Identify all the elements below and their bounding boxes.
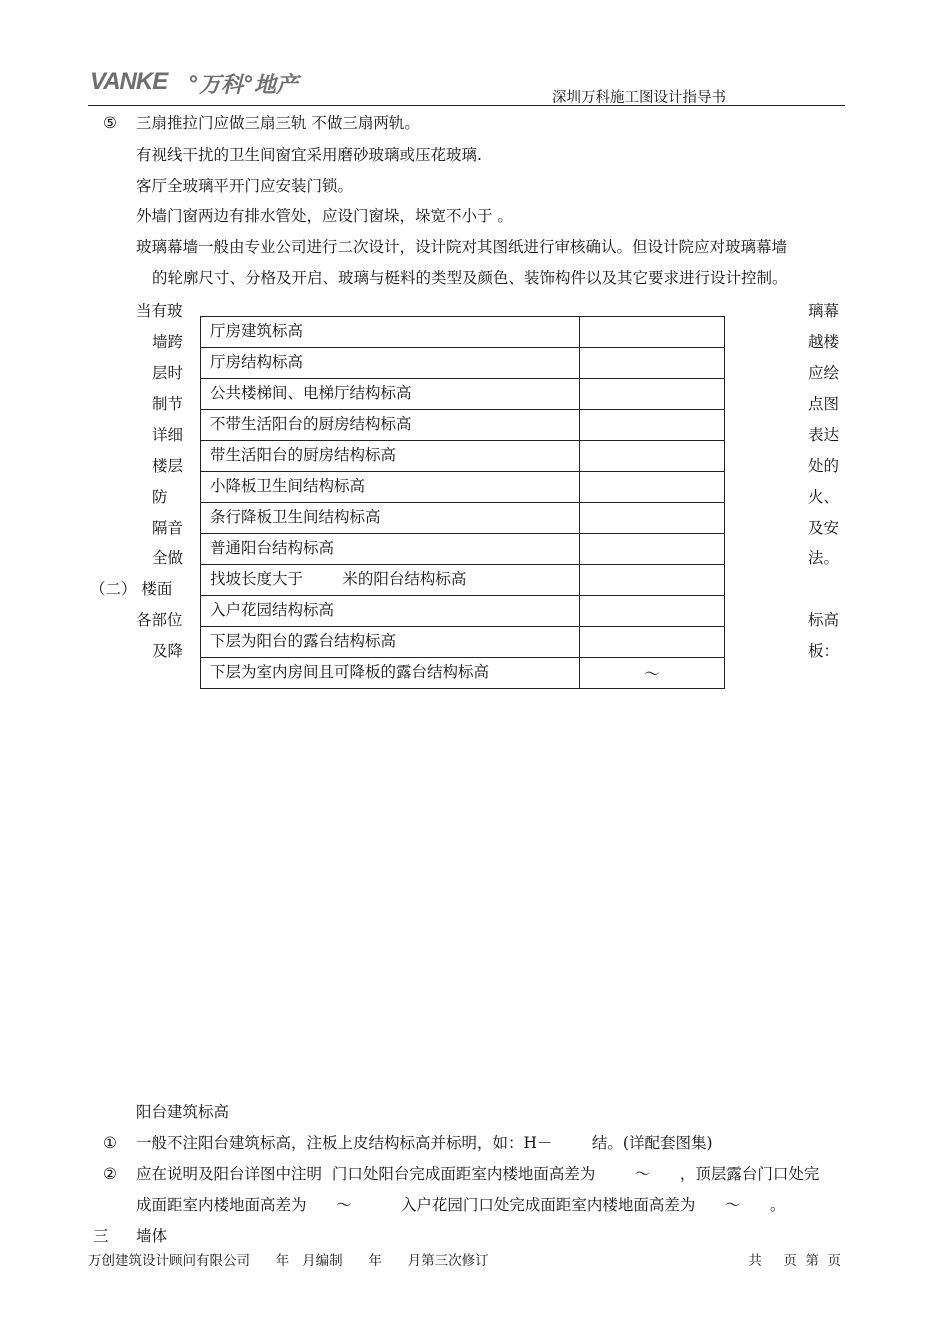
table-row [201, 379, 725, 410]
left-fragment-6: 楼层 [152, 457, 184, 475]
paragraph-frosted-glass: 有视线干扰的卫生间窗宜采用磨砂玻璃或压花玻璃. [136, 146, 482, 164]
balcony-heading: 阳台建筑标高 [136, 1103, 230, 1121]
item-2-number: ② [103, 1165, 117, 1183]
left-fragment-7: 防 [152, 488, 168, 506]
item-5-text: 三扇推拉门应做三扇三轨 不做三扇两轨。 [136, 114, 420, 132]
logo-brand-cn: °万科°地产 [188, 73, 299, 98]
row-label: 下层为阳台的露台结构标高 [201, 627, 580, 658]
row-value [580, 534, 725, 565]
right-fragment-4: 点图 [808, 395, 840, 413]
row-value [580, 441, 725, 472]
right-fragment-3: 应绘 [808, 364, 840, 382]
elevation-table [200, 316, 725, 689]
document-title: 深圳万科施工图设计指导书 [552, 90, 726, 106]
left-fragment-2: 墙跨 [152, 333, 184, 351]
table-row [201, 596, 725, 627]
right-fragment-7: 火、 [808, 488, 840, 506]
table-row [201, 627, 725, 658]
row-value [580, 348, 725, 379]
row-label: 条行降板卫生间结构标高 [201, 503, 580, 534]
footer-page-count: 共 页 第 页 [748, 1253, 841, 1269]
row-label: 公共楼梯间、电梯厅结构标高 [201, 379, 580, 410]
row-label: 普通阳台结构标高 [201, 534, 580, 565]
header-divider [88, 105, 845, 106]
right-fragment-6: 处的 [808, 457, 840, 475]
row-label: 入户花园结构标高 [201, 596, 580, 627]
right-fragment-10: 标高 [808, 611, 840, 629]
table-row [201, 410, 725, 441]
item-1-number: ① [103, 1134, 117, 1152]
table-row [201, 441, 725, 472]
footer-company: 万创建筑设计顾问有限公司 年 月编制 年 月第三次修订 [88, 1253, 489, 1269]
right-fragment-2: 越楼 [808, 333, 840, 351]
table-row [201, 317, 725, 348]
paragraph-door-lock: 客厅全玻璃平开门应安装门锁。 [136, 177, 354, 195]
left-fragment-11: 及降 [152, 642, 184, 660]
right-fragment-9: 法。 [808, 549, 840, 567]
row-label: 下层为室内房间且可降板的露台结构标高 [201, 658, 580, 689]
table-row [201, 472, 725, 503]
table-row [201, 565, 725, 596]
right-fragment-1: 璃幕 [808, 302, 840, 320]
row-value [580, 379, 725, 410]
row-value [580, 627, 725, 658]
row-label: 小降板卫生间结构标高 [201, 472, 580, 503]
row-label: 带生活阳台的厨房结构标高 [201, 441, 580, 472]
section-3-number: 三 [93, 1227, 109, 1245]
item-2-line-1: 应在说明及阳台详图中注明 门口处阳台完成面距室内楼地面高差为 ～ ，顶层露台门口处完 [136, 1165, 820, 1183]
paragraph-curtain-wall-line1: 玻璃幕墙一般由专业公司进行二次设计，设计院对其图纸进行审核确认。但设计院应对玻璃幕墙 [136, 238, 788, 256]
left-fragment-1: 当有玻 [136, 302, 183, 320]
item-1-text: 一般不注阳台建筑标高，注板上皮结构标高并标明，如：H－ 结。(详配套图集) [136, 1134, 713, 1152]
left-fragment-9: 全做 [152, 549, 184, 567]
row-value: ～ [580, 658, 725, 689]
item-2-line-2: 成面距室内楼地面高差为 ～ 入户花园门口处完成面距室内楼地面高差为 ～ 。 [136, 1196, 786, 1214]
table-row [201, 348, 725, 379]
section-2-label: （二） 楼面 [90, 580, 173, 598]
section-3-title: 墙体 [136, 1227, 168, 1245]
row-label: 找坡长度大于 米的阳台结构标高 [201, 565, 580, 596]
right-fragment-8: 及安 [808, 519, 840, 537]
table-row [201, 534, 725, 565]
row-value [580, 565, 725, 596]
row-value [580, 317, 725, 348]
row-label: 不带生活阳台的厨房结构标高 [201, 410, 580, 441]
row-label: 厅房结构标高 [201, 348, 580, 379]
table-row [201, 658, 725, 689]
table-row [201, 503, 725, 534]
row-label: 厅房建筑标高 [201, 317, 580, 348]
paragraph-curtain-wall-line2: 的轮廓尺寸、分格及开启、玻璃与梃料的类型及颜色、装饰构件以及其它要求进行设计控制。 [152, 269, 788, 287]
row-value [580, 410, 725, 441]
row-value [580, 472, 725, 503]
left-fragment-4: 制节 [152, 395, 184, 413]
paragraph-window-pier: 外墙门窗两边有排水管处，应设门窗垛，垛宽不小于 。 [136, 207, 513, 225]
left-fragment-3: 层时 [152, 364, 184, 382]
vanke-logo [90, 68, 320, 96]
page-footer [88, 1249, 845, 1269]
row-value [580, 503, 725, 534]
right-fragment-5: 表达 [808, 426, 840, 444]
right-fragment-11: 板： [808, 642, 840, 660]
logo-brand-en: VANKE [90, 68, 168, 95]
item-5-number: ⑤ [103, 114, 117, 132]
row-value [580, 596, 725, 627]
left-fragment-5: 详细 [152, 426, 184, 444]
left-fragment-10: 各部位 [136, 611, 183, 629]
left-fragment-8: 隔音 [152, 519, 184, 537]
